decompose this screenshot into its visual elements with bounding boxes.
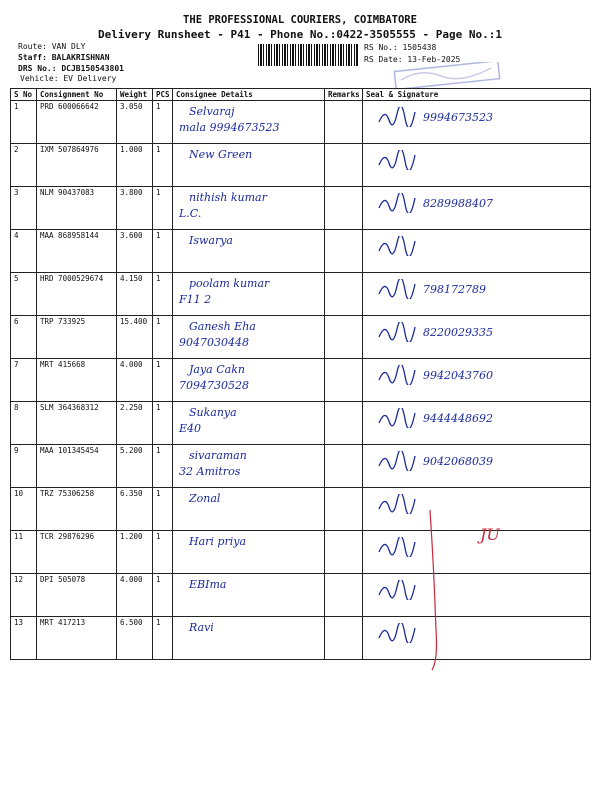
signature-phone-handwriting: 9994673523: [423, 111, 493, 124]
cell-sno: 7: [11, 359, 37, 402]
vehicle-label: Vehicle:: [20, 74, 59, 83]
cell-consignee: [173, 402, 325, 445]
signature-scribble: [377, 365, 417, 385]
cell-consignee: [173, 187, 325, 230]
rs-date-label: RS Date:: [364, 55, 403, 64]
cell-pcs: 1: [153, 531, 173, 574]
cell-consignment: MRT 417213: [37, 617, 117, 660]
signature-phone-handwriting: 9042068039: [423, 455, 493, 468]
signature-scribble: [377, 150, 417, 170]
header-signature: Seal & Signature: [363, 89, 591, 101]
consignee-name-handwriting: Ravi: [189, 621, 214, 634]
signature-phone-handwriting: 798172789: [423, 283, 486, 296]
cell-remarks: [325, 574, 363, 617]
cell-pcs: 1: [153, 617, 173, 660]
cell-pcs: 1: [153, 273, 173, 316]
cell-sno: 3: [11, 187, 37, 230]
cell-consignee: [173, 617, 325, 660]
rs-no-label: RS No.:: [364, 43, 398, 52]
cell-weight: 5.200: [117, 445, 153, 488]
consignee-note-handwriting: 9047030448: [179, 336, 249, 349]
signature-scribble: [377, 193, 417, 213]
signature-scribble: [377, 623, 417, 643]
cell-pcs: 1: [153, 445, 173, 488]
cell-consignee: [173, 488, 325, 531]
cell-consignee: [173, 574, 325, 617]
consignee-name-handwriting: sivaraman: [189, 449, 247, 462]
cell-remarks: [325, 359, 363, 402]
vehicle-line: [20, 74, 116, 83]
header-remarks: Remarks: [325, 89, 363, 101]
consignee-name-handwriting: Zonal: [189, 492, 221, 505]
cell-weight: 3.800: [117, 187, 153, 230]
consignee-name-handwriting: Iswarya: [189, 234, 233, 247]
cell-consignee: [173, 230, 325, 273]
signature-scribble: [377, 107, 417, 127]
cell-sno: 6: [11, 316, 37, 359]
cell-signature: [363, 273, 591, 316]
cell-consignment: IXM 507864976: [37, 144, 117, 187]
signature-scribble: [377, 451, 417, 471]
cell-remarks: [325, 617, 363, 660]
cell-pcs: 1: [153, 574, 173, 617]
cell-remarks: [325, 402, 363, 445]
rs-date-value: 13-Feb-2025: [407, 55, 461, 64]
cell-weight: 1.000: [117, 144, 153, 187]
drs-label: DRS No.:: [18, 64, 57, 73]
cell-remarks: [325, 144, 363, 187]
received-stamp-image: [393, 62, 503, 88]
consignee-note-handwriting: mala 9994673523: [179, 121, 280, 134]
signature-phone-handwriting: 9942043760: [423, 369, 493, 382]
cell-weight: 4.000: [117, 359, 153, 402]
signature-scribble: [377, 408, 417, 428]
cell-consignment: HRD 7000529674: [37, 273, 117, 316]
table-row: [11, 359, 591, 402]
consignee-name-handwriting: Hari priya: [189, 535, 247, 548]
cell-consignment: MAA 101345454: [37, 445, 117, 488]
cell-sno: 5: [11, 273, 37, 316]
cell-remarks: [325, 316, 363, 359]
red-ink-mark: [420, 500, 540, 680]
cell-sno: 4: [11, 230, 37, 273]
consignee-name-handwriting: Ganesh Eha: [189, 320, 256, 333]
header-weight: Weight: [117, 89, 153, 101]
cell-remarks: [325, 531, 363, 574]
cell-signature: [363, 101, 591, 144]
consignee-name-handwriting: EBIma: [189, 578, 227, 591]
route-line: [18, 42, 85, 51]
cell-consignment: TRP 733925: [37, 316, 117, 359]
cell-remarks: [325, 101, 363, 144]
cell-sno: 10: [11, 488, 37, 531]
cell-remarks: [325, 273, 363, 316]
table-row: [11, 230, 591, 273]
signature-scribble: [377, 494, 417, 514]
consignee-note-handwriting: 32 Amitros: [179, 465, 241, 478]
cell-consignment: SLM 364368312: [37, 402, 117, 445]
consignee-note-handwriting: L.C.: [179, 207, 202, 220]
route-label: Route:: [18, 42, 47, 51]
cell-weight: 6.350: [117, 488, 153, 531]
cell-consignment: MRT 415668: [37, 359, 117, 402]
signature-scribble: [377, 580, 417, 600]
signature-scribble: [377, 537, 417, 557]
cell-signature: [363, 445, 591, 488]
consignee-name-handwriting: New Green: [189, 148, 253, 161]
cell-consignee: [173, 316, 325, 359]
consignee-name-handwriting: Sukanya: [189, 406, 237, 419]
runsheet-subtitle: Delivery Runsheet - P41 - Phone No.:0422-3505555 - Page No.:1: [98, 28, 502, 41]
cell-signature: [363, 316, 591, 359]
header-pcs: PCS: [153, 89, 173, 101]
header-consignee: Consignee Details: [173, 89, 325, 101]
signature-phone-handwriting: 8289988407: [423, 197, 493, 210]
cell-consignment: MAA 868958144: [37, 230, 117, 273]
cell-pcs: 1: [153, 488, 173, 531]
red-mark-text: JU: [480, 525, 500, 544]
consignee-name-handwriting: nithish kumar: [189, 191, 267, 204]
rs-no-value: 1505438: [402, 43, 437, 52]
consignee-name-handwriting: poolam kumar: [189, 277, 270, 290]
cell-weight: 2.250: [117, 402, 153, 445]
cell-consignment: TRZ 75306258: [37, 488, 117, 531]
cell-consignee: [173, 359, 325, 402]
cell-consignee: [173, 531, 325, 574]
cell-weight: 3.600: [117, 230, 153, 273]
consignee-note-handwriting: F11 2: [179, 293, 212, 306]
cell-remarks: [325, 445, 363, 488]
consignee-name-handwriting: Jaya Cakn: [189, 363, 245, 376]
cell-consignment: NLM 90437083: [37, 187, 117, 230]
cell-sno: 1: [11, 101, 37, 144]
cell-pcs: 1: [153, 402, 173, 445]
table-row: [11, 144, 591, 187]
cell-consignment: DPI 505078: [37, 574, 117, 617]
table-row: [11, 445, 591, 488]
signature-scribble: [377, 236, 417, 256]
cell-consignee: [173, 144, 325, 187]
drs-value: DCJB150543801: [61, 64, 124, 73]
cell-weight: 6.500: [117, 617, 153, 660]
consignee-note-handwriting: 7094730528: [179, 379, 249, 392]
cell-weight: 1.200: [117, 531, 153, 574]
staff-label: Staff:: [18, 53, 47, 62]
cell-remarks: [325, 488, 363, 531]
table-row: [11, 402, 591, 445]
table-row: [11, 187, 591, 230]
cell-pcs: 1: [153, 187, 173, 230]
signature-scribble: [377, 279, 417, 299]
table-row: [11, 101, 591, 144]
cell-signature: [363, 359, 591, 402]
consignee-name-handwriting: Selvaraj: [189, 105, 235, 118]
route-value: VAN DLY: [51, 42, 86, 51]
table-row: [11, 273, 591, 316]
cell-signature: [363, 230, 591, 273]
vehicle-value: EV Delivery: [63, 74, 117, 83]
cell-pcs: 1: [153, 230, 173, 273]
staff-line: [18, 53, 110, 62]
barcode-image: [258, 44, 358, 66]
cell-consignment: TCR 29876296: [37, 531, 117, 574]
cell-weight: 4.000: [117, 574, 153, 617]
signature-scribble: [377, 322, 417, 342]
cell-consignee: [173, 101, 325, 144]
company-title: THE PROFESSIONAL COURIERS, COIMBATORE: [183, 14, 417, 26]
table-header-row: [11, 89, 591, 101]
cell-consignment: PRD 600066642: [37, 101, 117, 144]
cell-signature: [363, 187, 591, 230]
drs-line: [18, 64, 124, 73]
cell-consignee: [173, 273, 325, 316]
cell-sno: 13: [11, 617, 37, 660]
signature-phone-handwriting: 9444448692: [423, 412, 493, 425]
cell-pcs: 1: [153, 359, 173, 402]
cell-sno: 12: [11, 574, 37, 617]
cell-sno: 2: [11, 144, 37, 187]
cell-remarks: [325, 230, 363, 273]
cell-weight: 4.150: [117, 273, 153, 316]
signature-phone-handwriting: 8220029335: [423, 326, 493, 339]
table-row: [11, 316, 591, 359]
cell-sno: 9: [11, 445, 37, 488]
cell-consignee: [173, 445, 325, 488]
cell-pcs: 1: [153, 101, 173, 144]
cell-signature: [363, 144, 591, 187]
rs-no-line: [364, 43, 436, 52]
consignee-note-handwriting: E40: [179, 422, 202, 435]
cell-signature: [363, 402, 591, 445]
cell-weight: 3.050: [117, 101, 153, 144]
cell-remarks: [325, 187, 363, 230]
cell-sno: 8: [11, 402, 37, 445]
header-consignment: Consignment No: [37, 89, 117, 101]
cell-pcs: 1: [153, 316, 173, 359]
staff-value: BALAKRISHNAN: [51, 53, 110, 62]
header-sno: S No: [11, 89, 37, 101]
cell-sno: 11: [11, 531, 37, 574]
cell-weight: 15.400: [117, 316, 153, 359]
cell-pcs: 1: [153, 144, 173, 187]
